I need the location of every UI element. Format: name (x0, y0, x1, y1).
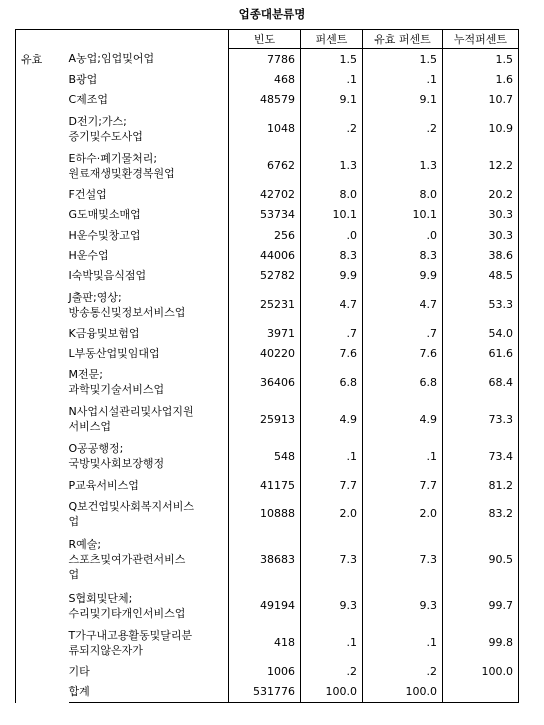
table-row (16, 147, 519, 184)
frequency-cell: 48579 (229, 90, 301, 110)
category-label-line: G도매및소매업 (68, 208, 141, 222)
cumulative-percent-cell: 38.6 (443, 245, 519, 265)
table-row (16, 90, 519, 110)
frequency-cell: 36406 (229, 364, 301, 401)
table-row (16, 661, 519, 681)
category-label (69, 205, 229, 225)
cumulative-percent-cell: 73.3 (443, 401, 519, 438)
percent-cell: 10.1 (301, 205, 363, 225)
category-label (69, 147, 229, 184)
cumulative-percent-cell: 30.3 (443, 225, 519, 245)
category-label-line: O공공행정; (68, 442, 124, 456)
valid-percent-cell: .1 (363, 69, 443, 89)
category-label (69, 587, 229, 624)
frequency-cell: 256 (229, 225, 301, 245)
cumulative-percent-cell: 54.0 (443, 323, 519, 343)
category-label (69, 90, 229, 110)
category-label (69, 682, 229, 703)
category-label-line: R예술; (68, 538, 102, 552)
percent-cell: 9.3 (301, 587, 363, 624)
frequency-cell: 468 (229, 69, 301, 89)
category-label-line: E하수·폐기물처리; (68, 151, 158, 165)
cumulative-percent-cell: 1.5 (443, 49, 519, 70)
table-row (16, 323, 519, 343)
header-blank (69, 30, 229, 49)
percent-cell: 8.0 (301, 184, 363, 204)
category-label-line: 기타 (68, 664, 90, 678)
table-row (16, 110, 519, 147)
category-label-line: J출판;영상; (68, 290, 122, 304)
cumulative-percent-cell: 73.4 (443, 438, 519, 475)
table-row (16, 364, 519, 401)
valid-percent-cell: 10.1 (363, 205, 443, 225)
valid-percent-cell: 100.0 (363, 682, 443, 703)
percent-cell: 100.0 (301, 682, 363, 703)
frequency-cell: 1048 (229, 110, 301, 147)
cumulative-percent-cell: 99.8 (443, 624, 519, 661)
valid-percent-cell: .2 (363, 661, 443, 681)
category-label-line: D전기;가스; (68, 114, 127, 128)
category-label (69, 110, 229, 147)
valid-percent-cell: .2 (363, 110, 443, 147)
category-label (69, 286, 229, 323)
valid-percent-cell: 2.0 (363, 495, 443, 532)
cumulative-percent-cell: 12.2 (443, 147, 519, 184)
category-label (69, 661, 229, 681)
percent-cell: 2.0 (301, 495, 363, 532)
table-body (16, 49, 519, 703)
frequency-cell: 25231 (229, 286, 301, 323)
percent-cell: 8.3 (301, 245, 363, 265)
percent-cell: 4.9 (301, 401, 363, 438)
frequency-cell: 10888 (229, 495, 301, 532)
cumulative-percent-cell: 61.6 (443, 344, 519, 364)
category-label-line: I숙박및음식점업 (68, 269, 147, 283)
category-label-line: 과학및기술서비스업 (68, 383, 165, 397)
cumulative-percent-cell: 1.6 (443, 69, 519, 89)
category-label-line: M전문; (68, 368, 103, 382)
table-row (16, 266, 519, 286)
frequency-cell: 52782 (229, 266, 301, 286)
table-row (16, 624, 519, 661)
category-label-line: B광업 (68, 73, 98, 87)
table-row (16, 587, 519, 624)
group-label: 유효 (16, 49, 69, 703)
cumulative-percent-cell: 90.5 (443, 532, 519, 587)
percent-cell: .1 (301, 69, 363, 89)
table-row (16, 532, 519, 587)
table-row (16, 205, 519, 225)
category-label (69, 532, 229, 587)
frequency-cell: 53734 (229, 205, 301, 225)
category-label-line: C제조업 (68, 93, 109, 107)
percent-cell: 6.8 (301, 364, 363, 401)
header-cumulative-percent: 누적퍼센트 (443, 30, 519, 49)
valid-percent-cell: 8.0 (363, 184, 443, 204)
category-label-line: Q보건업및사회복지서비스 (68, 499, 195, 513)
table-row (16, 682, 519, 703)
valid-percent-cell: 7.6 (363, 344, 443, 364)
table-row (16, 495, 519, 532)
category-label-line: H운수및창고업 (68, 228, 141, 242)
frequency-cell: 49194 (229, 587, 301, 624)
category-label (69, 475, 229, 495)
category-label-line: 업 (68, 568, 80, 582)
category-label-line: H운수업 (68, 249, 109, 263)
percent-cell: .1 (301, 624, 363, 661)
frequency-cell: 3971 (229, 323, 301, 343)
category-label (69, 364, 229, 401)
category-label (69, 495, 229, 532)
frequency-cell: 40220 (229, 344, 301, 364)
frequency-cell: 1006 (229, 661, 301, 681)
category-label (69, 438, 229, 475)
category-label-line: L부동산업및임대업 (68, 347, 160, 361)
table-title: 업종대분류명 (238, 7, 306, 21)
category-label (69, 344, 229, 364)
table-row (16, 245, 519, 265)
header-percent: 퍼센트 (301, 30, 363, 49)
percent-cell: .0 (301, 225, 363, 245)
category-label-line: N사업시설관리및사업지원 (68, 405, 194, 419)
frequency-cell: 7786 (229, 49, 301, 70)
cumulative-percent-cell: 68.4 (443, 364, 519, 401)
category-label (69, 245, 229, 265)
category-label-line: 서비스업 (68, 420, 112, 434)
category-label-line: A농업;임업및어업 (68, 52, 155, 66)
valid-percent-cell: 8.3 (363, 245, 443, 265)
valid-percent-cell: 1.5 (363, 49, 443, 70)
percent-cell: .7 (301, 323, 363, 343)
frequency-cell: 44006 (229, 245, 301, 265)
percent-cell: .2 (301, 110, 363, 147)
table-row (16, 344, 519, 364)
percent-cell: 7.3 (301, 532, 363, 587)
valid-percent-cell: 4.7 (363, 286, 443, 323)
table-row (16, 69, 519, 89)
category-label-line: 스포츠및여가관련서비스 (68, 553, 186, 567)
valid-percent-cell: 7.7 (363, 475, 443, 495)
category-label-line: F건설업 (68, 187, 107, 201)
valid-percent-cell: 9.3 (363, 587, 443, 624)
cumulative-percent-cell: 53.3 (443, 286, 519, 323)
header-frequency: 빈도 (229, 30, 301, 49)
category-label-line: P교육서비스업 (68, 478, 139, 492)
category-label (69, 323, 229, 343)
category-label-line: 국방및사회보장행정 (68, 457, 165, 471)
header-valid-percent: 유효 퍼센트 (363, 30, 443, 49)
cumulative-percent-cell: 99.7 (443, 587, 519, 624)
category-label-line: 원료재생및환경복원업 (68, 166, 175, 180)
category-label (69, 624, 229, 661)
category-label-line: 류되지않은자가 (68, 643, 143, 657)
cumulative-percent-cell: 83.2 (443, 495, 519, 532)
valid-percent-cell: 1.3 (363, 147, 443, 184)
cumulative-percent-cell: 20.2 (443, 184, 519, 204)
table-row (16, 225, 519, 245)
category-label-line: K금융및보험업 (68, 326, 140, 340)
category-label (69, 225, 229, 245)
cumulative-percent-cell: 48.5 (443, 266, 519, 286)
percent-cell: 9.1 (301, 90, 363, 110)
table-header (16, 30, 519, 49)
table-row (16, 438, 519, 475)
category-label (69, 184, 229, 204)
frequency-cell: 531776 (229, 682, 301, 703)
frequency-cell: 41175 (229, 475, 301, 495)
category-label-line: S협회및단체; (68, 591, 133, 605)
header-blank (16, 30, 69, 49)
frequency-cell: 25913 (229, 401, 301, 438)
percent-cell: 9.9 (301, 266, 363, 286)
frequency-cell: 6762 (229, 147, 301, 184)
percent-cell: 7.7 (301, 475, 363, 495)
cumulative-percent-cell (443, 682, 519, 703)
frequency-cell: 418 (229, 624, 301, 661)
valid-percent-cell: 9.9 (363, 266, 443, 286)
valid-percent-cell: 4.9 (363, 401, 443, 438)
table-row (16, 49, 519, 70)
category-label-line: 증기및수도사업 (68, 129, 143, 143)
valid-percent-cell: 6.8 (363, 364, 443, 401)
cumulative-percent-cell: 30.3 (443, 205, 519, 225)
valid-percent-cell: 7.3 (363, 532, 443, 587)
percent-cell: 7.6 (301, 344, 363, 364)
table-row (16, 184, 519, 204)
category-label-line: 업 (68, 514, 80, 528)
cumulative-percent-cell: 10.9 (443, 110, 519, 147)
category-label-line: 합계 (68, 685, 90, 699)
frequency-cell: 42702 (229, 184, 301, 204)
valid-percent-cell: .1 (363, 438, 443, 475)
frequency-cell: 38683 (229, 532, 301, 587)
table-row (16, 286, 519, 323)
table-row (16, 475, 519, 495)
category-label (69, 401, 229, 438)
valid-percent-cell: .1 (363, 624, 443, 661)
category-label (69, 266, 229, 286)
percent-cell: .2 (301, 661, 363, 681)
category-label-line: 수리및기타개인서비스업 (68, 606, 186, 620)
category-label (69, 49, 229, 70)
percent-cell: 1.3 (301, 147, 363, 184)
frequency-cell: 548 (229, 438, 301, 475)
cumulative-percent-cell: 10.7 (443, 90, 519, 110)
category-label (69, 69, 229, 89)
category-label-line: T가구내고용활동및달리분 (68, 628, 193, 642)
valid-percent-cell: 9.1 (363, 90, 443, 110)
cumulative-percent-cell: 100.0 (443, 661, 519, 681)
frequency-table (15, 29, 519, 703)
valid-percent-cell: .7 (363, 323, 443, 343)
percent-cell: 1.5 (301, 49, 363, 70)
percent-cell: 4.7 (301, 286, 363, 323)
cumulative-percent-cell: 81.2 (443, 475, 519, 495)
percent-cell: .1 (301, 438, 363, 475)
category-label-line: 방송통신및정보서비스업 (68, 305, 186, 319)
valid-percent-cell: .0 (363, 225, 443, 245)
table-row (16, 401, 519, 438)
